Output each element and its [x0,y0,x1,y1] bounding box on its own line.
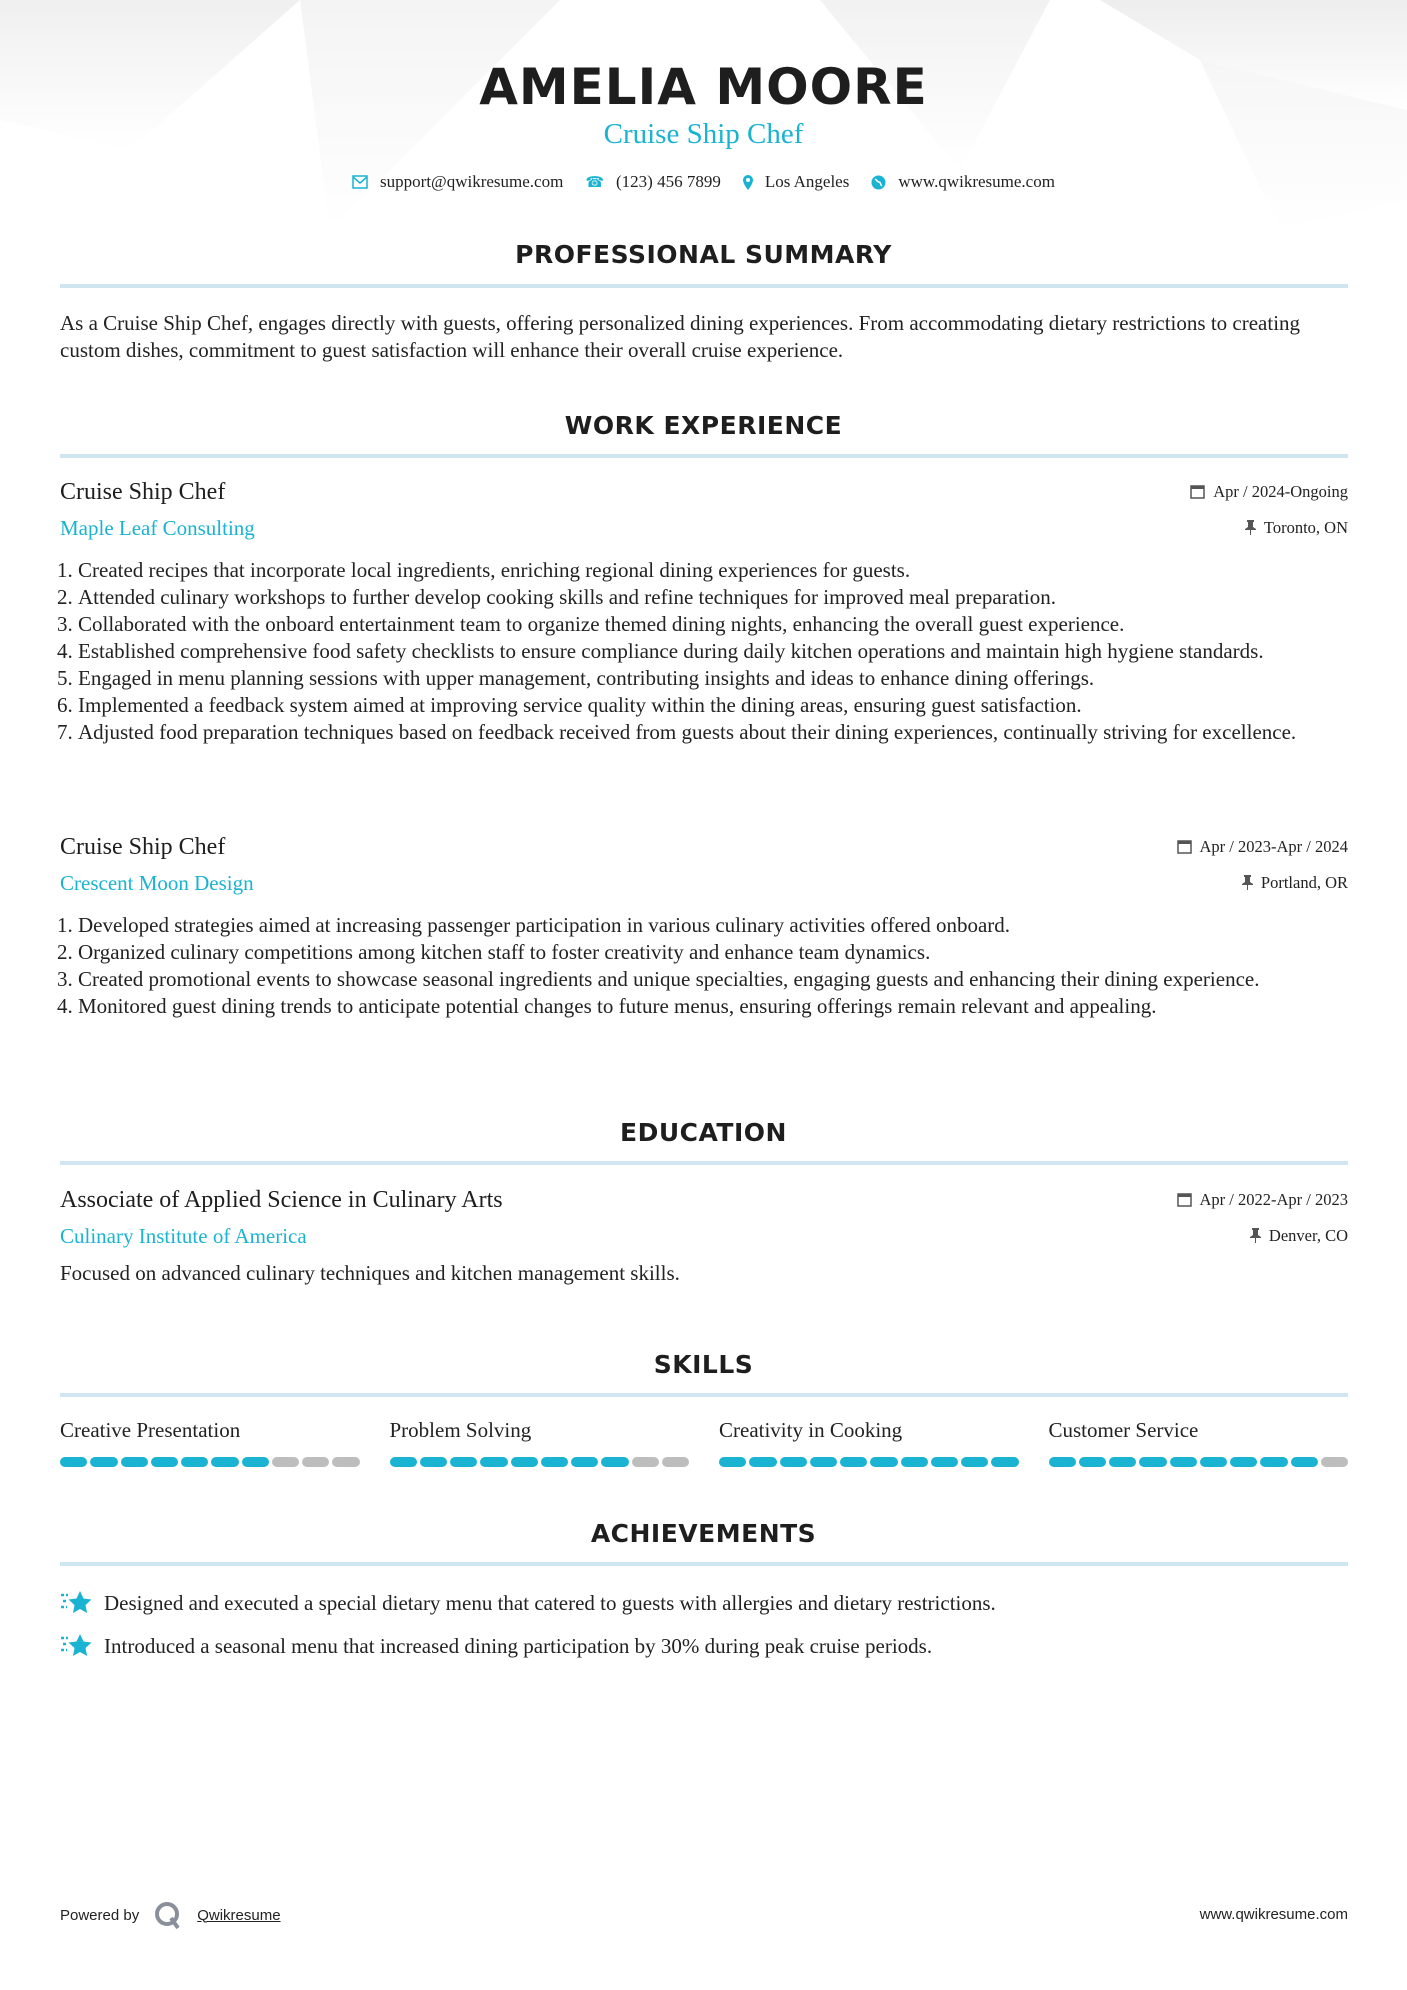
skill-segment-filled [601,1457,628,1467]
calendar-icon [1177,839,1192,854]
job-subheader [60,871,1348,896]
skill-segment-filled [749,1457,776,1467]
divider [60,454,1348,458]
skill-segment-filled [901,1457,928,1467]
education-description: Focused on advanced culinary techniques and kitchen management skills. [60,1261,680,1285]
skill-segment-filled [420,1457,447,1467]
skill-segment-empty [272,1457,299,1467]
skill-segment-filled [390,1457,417,1467]
skill-segment-empty [1321,1457,1348,1467]
summary-text: As a Cruise Ship Chef, engages directly with guests, offering personalized dining experiences. From accommodating dietary restrictions to creating custom dishes, commitment to guest satisfaction will enhance their overall cruise experience. [60,311,1301,362]
skill-segment-filled [1260,1457,1287,1467]
calendar-icon [1177,1192,1192,1207]
contact-website[interactable]: www.qwikresume.com [898,172,1055,191]
skill-level-bar [719,1457,1019,1467]
list-item: 6. Implemented a feedback system aimed at improving service quality within the dining areas, ensuring guest satisfaction. [78,692,1350,719]
list-item: 2. Organized culinary competitions among kitchen staff to foster creativity and enhance team dynamics. [78,939,1350,966]
powered-by-label: Powered by [60,1906,140,1924]
achievement-item [60,1589,1348,1617]
education-header [60,1187,1348,1214]
job-bullets [60,912,1350,1020]
job-location: Portland, OR [1260,872,1348,892]
skill-segment-filled [961,1457,988,1467]
list-item: 1. Developed strategies aimed at increasing passenger participation in various culinary activities offered onboard. [78,912,1350,939]
pin-icon [1242,875,1253,890]
job-title: Cruise Ship Chef [60,834,226,860]
skill-segment-filled [450,1457,477,1467]
skill-item [1049,1418,1349,1467]
list-item: 4. Monitored guest dining trends to anticipate potential changes to future menus, ensuring offerings remain relevant and appealing. [78,993,1350,1020]
star-icon [60,1589,94,1617]
list-item: 3. Created promotional events to showcase seasonal ingredients and unique specialties, engaging guests and enhancing their dining experience. [78,966,1350,993]
calendar-icon [1190,484,1205,499]
skill-item [60,1418,360,1467]
skill-segment-filled [1079,1457,1106,1467]
job-header [60,479,1348,506]
contact-location: Los Angeles [764,172,850,191]
achievement-item [60,1632,1348,1660]
skill-segment-filled [1139,1457,1166,1467]
footer-powered [60,1900,281,1930]
skill-segment-empty [332,1457,359,1467]
divider [60,1393,1348,1397]
divider [60,1562,1348,1566]
skill-level-bar [1049,1457,1349,1467]
qwikresume-logo-icon [153,1900,183,1930]
section-heading-education: EDUCATION [620,1118,787,1147]
star-icon [60,1632,94,1660]
skill-segment-filled [1049,1457,1076,1467]
skills-list [60,1418,1348,1467]
section-heading-work: WORK EXPERIENCE [564,411,843,440]
list-item: 3. Collaborated with the onboard entertainment team to organize themed dining nights, enhancing the overall guest experience. [78,611,1350,638]
skill-segment-filled [1200,1457,1227,1467]
skill-segment-filled [991,1457,1018,1467]
job-bullets [60,557,1350,746]
list-item: 4. Established comprehensive food safety checklists to ensure compliance during daily kitchen operations and maintain high hygiene standards. [78,638,1350,665]
job-company: Crescent Moon Design [60,871,254,895]
skill-name: Customer Service [1048,1418,1199,1442]
pin-icon [1245,520,1256,535]
skill-name: Problem Solving [389,1418,532,1442]
school: Culinary Institute of America [60,1224,307,1248]
skill-segment-filled [151,1457,178,1467]
skill-segment-filled [1230,1457,1257,1467]
skill-segment-filled [1291,1457,1318,1467]
divider [60,284,1348,288]
contact-bar [0,172,1407,192]
candidate-title: Cruise Ship Chef [603,118,804,150]
degree: Associate of Applied Science in Culinary Arts [60,1187,503,1213]
job-location: Toronto, ON [1263,517,1348,537]
education-location: Denver, CO [1268,1225,1348,1245]
skill-segment-filled [60,1457,87,1467]
skill-segment-filled [121,1457,148,1467]
job-company: Maple Leaf Consulting [60,516,255,540]
skill-segment-filled [719,1457,746,1467]
contact-email[interactable]: support@qwikresume.com [380,172,564,191]
map-marker-icon [743,175,753,190]
skill-segment-filled [870,1457,897,1467]
divider [60,1161,1348,1165]
list-item: 5. Engaged in menu planning sessions with upper management, contributing insights and ideas to enhance dining offerings. [78,665,1350,692]
skill-name: Creativity in Cooking [719,1418,903,1442]
skill-segment-empty [302,1457,329,1467]
achievement-text: Introduced a seasonal menu that increased dining participation by 30% during peak cruise periods. [104,1633,933,1658]
phone-icon: ☎ [585,174,604,191]
job-title: Cruise Ship Chef [60,479,226,505]
envelope-icon [352,175,368,189]
skill-segment-filled [541,1457,568,1467]
skill-item [390,1418,690,1467]
skill-segment-filled [810,1457,837,1467]
footer-website[interactable]: www.qwikresume.com [1199,1906,1348,1923]
skill-segment-filled [511,1457,538,1467]
skill-level-bar [390,1457,690,1467]
skill-segment-filled [571,1457,598,1467]
skill-segment-filled [1109,1457,1136,1467]
education-subheader [60,1224,1348,1249]
job-subheader [60,516,1348,541]
skill-segment-filled [480,1457,507,1467]
skill-segment-filled [840,1457,867,1467]
candidate-name: AMELIA MOORE [479,58,928,116]
skill-segment-filled [1170,1457,1197,1467]
skill-segment-empty [632,1457,659,1467]
skill-segment-filled [90,1457,117,1467]
skill-segment-filled [780,1457,807,1467]
contact-phone: (123) 456 7899 [616,172,721,191]
skill-segment-filled [211,1457,238,1467]
list-item: 2. Attended culinary workshops to further develop cooking skills and refine techniques for improved meal preparation. [78,584,1350,611]
skill-segment-filled [181,1457,208,1467]
skill-segment-filled [931,1457,958,1467]
list-item: 1. Created recipes that incorporate local ingredients, enriching regional dining experiences for guests. [78,557,1350,584]
skill-segment-filled [242,1457,269,1467]
skill-name: Creative Presentation [60,1418,241,1442]
section-heading-skills: SKILLS [653,1350,754,1379]
job-date: Apr / 2024-Ongoing [1213,481,1348,501]
job-header [60,834,1348,861]
pin-icon [1250,1228,1261,1243]
section-heading-summary: PROFESSIONAL SUMMARY [515,240,892,269]
qwikresume-link[interactable]: Qwikresume [197,1906,281,1924]
job-date: Apr / 2023-Apr / 2024 [1199,836,1348,856]
skill-level-bar [60,1457,360,1467]
list-item: 7. Adjusted food preparation techniques based on feedback received from guests about their dining experiences, continually striving for excellence. [78,719,1350,746]
globe-icon [871,175,886,190]
skill-segment-empty [662,1457,689,1467]
section-heading-achievements: ACHIEVEMENTS [590,1519,817,1548]
achievement-text: Designed and executed a special dietary menu that catered to guests with allergies and dietary restrictions. [104,1590,996,1615]
education-date: Apr / 2022-Apr / 2023 [1199,1189,1348,1209]
skill-item [719,1418,1019,1467]
